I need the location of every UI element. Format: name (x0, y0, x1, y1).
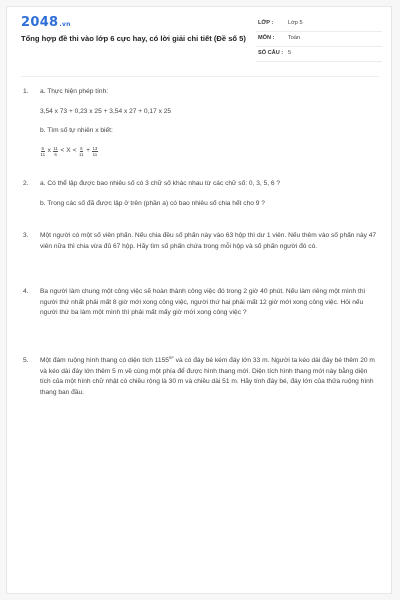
meta-label-subject: MÔN : (258, 35, 275, 41)
question-text-part: và có đáy bé kém đáy lớn 33 m. Người ta kéo dài đáy bé thêm 20 m và kéo dài đáy lớn thêm 5 m về cùng một phía để được hình thang mới. Diện tích hình thang mới này bằng diện tích của một hình chữ nhật có chiều rộng là 30 m và chiều dài 51 m. Hãy tính đáy bé, đáy lớn của thửa ruộng hình thang ban đầu. (40, 357, 375, 396)
question-number: 3. (23, 232, 29, 239)
less-than-symbol: < (72, 147, 77, 155)
meta-row-subject (256, 32, 382, 47)
question-text-part: Một đám ruộng hình thang có diện tích 1155 (40, 357, 169, 364)
less-than-symbol: < (60, 147, 65, 155)
meta-label-grade: LỚP : (258, 20, 274, 26)
question-text: Một người có một số viên phấn. Nếu chia đều số phấn này vào 63 hộp thì dư 1 viên. Nếu thêm vào số phấn này 47 viên nữa thì chia vừa đủ 67 hộp. Hãy tìm số phấn chứa trong mỗi hộp và số phấn người đó có. (40, 232, 377, 250)
question-part-a: a. Có thể lập được bao nhiêu số có 3 chữ số khác nhau từ các chữ số: 0, 3, 5, 6 ? (40, 180, 281, 187)
exam-header (7, 7, 393, 69)
inequality-expression (40, 146, 378, 158)
question-part-b-label: b. Tìm số tự nhiên x biết: (40, 127, 113, 134)
fraction: $\frac{13}{11}$ (92, 146, 98, 157)
question-part-a-label: a. Thực hiện phép tính: (40, 88, 109, 95)
question-body (40, 87, 378, 158)
meta-row-question-count (256, 47, 382, 62)
question-text: Ba người làm chung một công việc sẽ hoàn thành công việc đó trong 2 giờ 40 phút. Nếu làm riêng một mình thì người thứ nhất phải mất 8 giờ mới xong công việc, người thứ hai phải mất 12 giờ mới xong công việc. Hỏi nếu người thứ ba làm một mình thì phải mất mấy giờ mới xong công việc ? (40, 288, 366, 316)
question-body (40, 179, 378, 209)
meta-value-question-count: 5 (288, 50, 292, 56)
question-text (40, 356, 378, 398)
logo-text: 2048 (21, 15, 59, 30)
math-expression: 3,54 x 73 + 0,23 x 25 + 3,54 x 27 + 0,17 x 25 (40, 107, 172, 115)
fraction: $\frac{6}{11}$ (79, 146, 84, 157)
area-unit: m² (168, 354, 174, 360)
logo-suffix: .vn (59, 21, 71, 28)
site-logo[interactable] (21, 15, 71, 30)
header-divider (21, 76, 379, 77)
meta-value-grade: Lớp 5 (288, 20, 303, 26)
question-body (40, 356, 378, 398)
exam-meta-table (256, 17, 382, 62)
page-title: Tổng hợp đề thi vào lớp 6 cực hay, có lời giải chi tiết (Đề số 5) (21, 34, 246, 43)
question-part-b: b. Trong các số đã được lập ở trên (phần a) có bao nhiêu số chia hết cho 9 ? (40, 199, 265, 207)
fraction: $\frac{11}{6}$ (53, 146, 58, 157)
fraction: $\frac{6}{11}$ (40, 146, 46, 157)
question-number: 5. (23, 357, 29, 364)
question-body (40, 231, 378, 252)
times-symbol: x (47, 147, 51, 155)
plus-symbol: + (86, 147, 90, 155)
question-number: 1. (23, 88, 29, 95)
meta-label-question-count: SỐ CÂU : (258, 50, 284, 56)
question-body (40, 287, 378, 319)
variable: X (66, 147, 71, 155)
meta-row-grade (256, 17, 382, 32)
exam-sheet (6, 6, 392, 594)
meta-value-subject: Toán (288, 35, 301, 41)
question-number: 2. (23, 180, 29, 187)
question-number: 4. (23, 288, 29, 295)
